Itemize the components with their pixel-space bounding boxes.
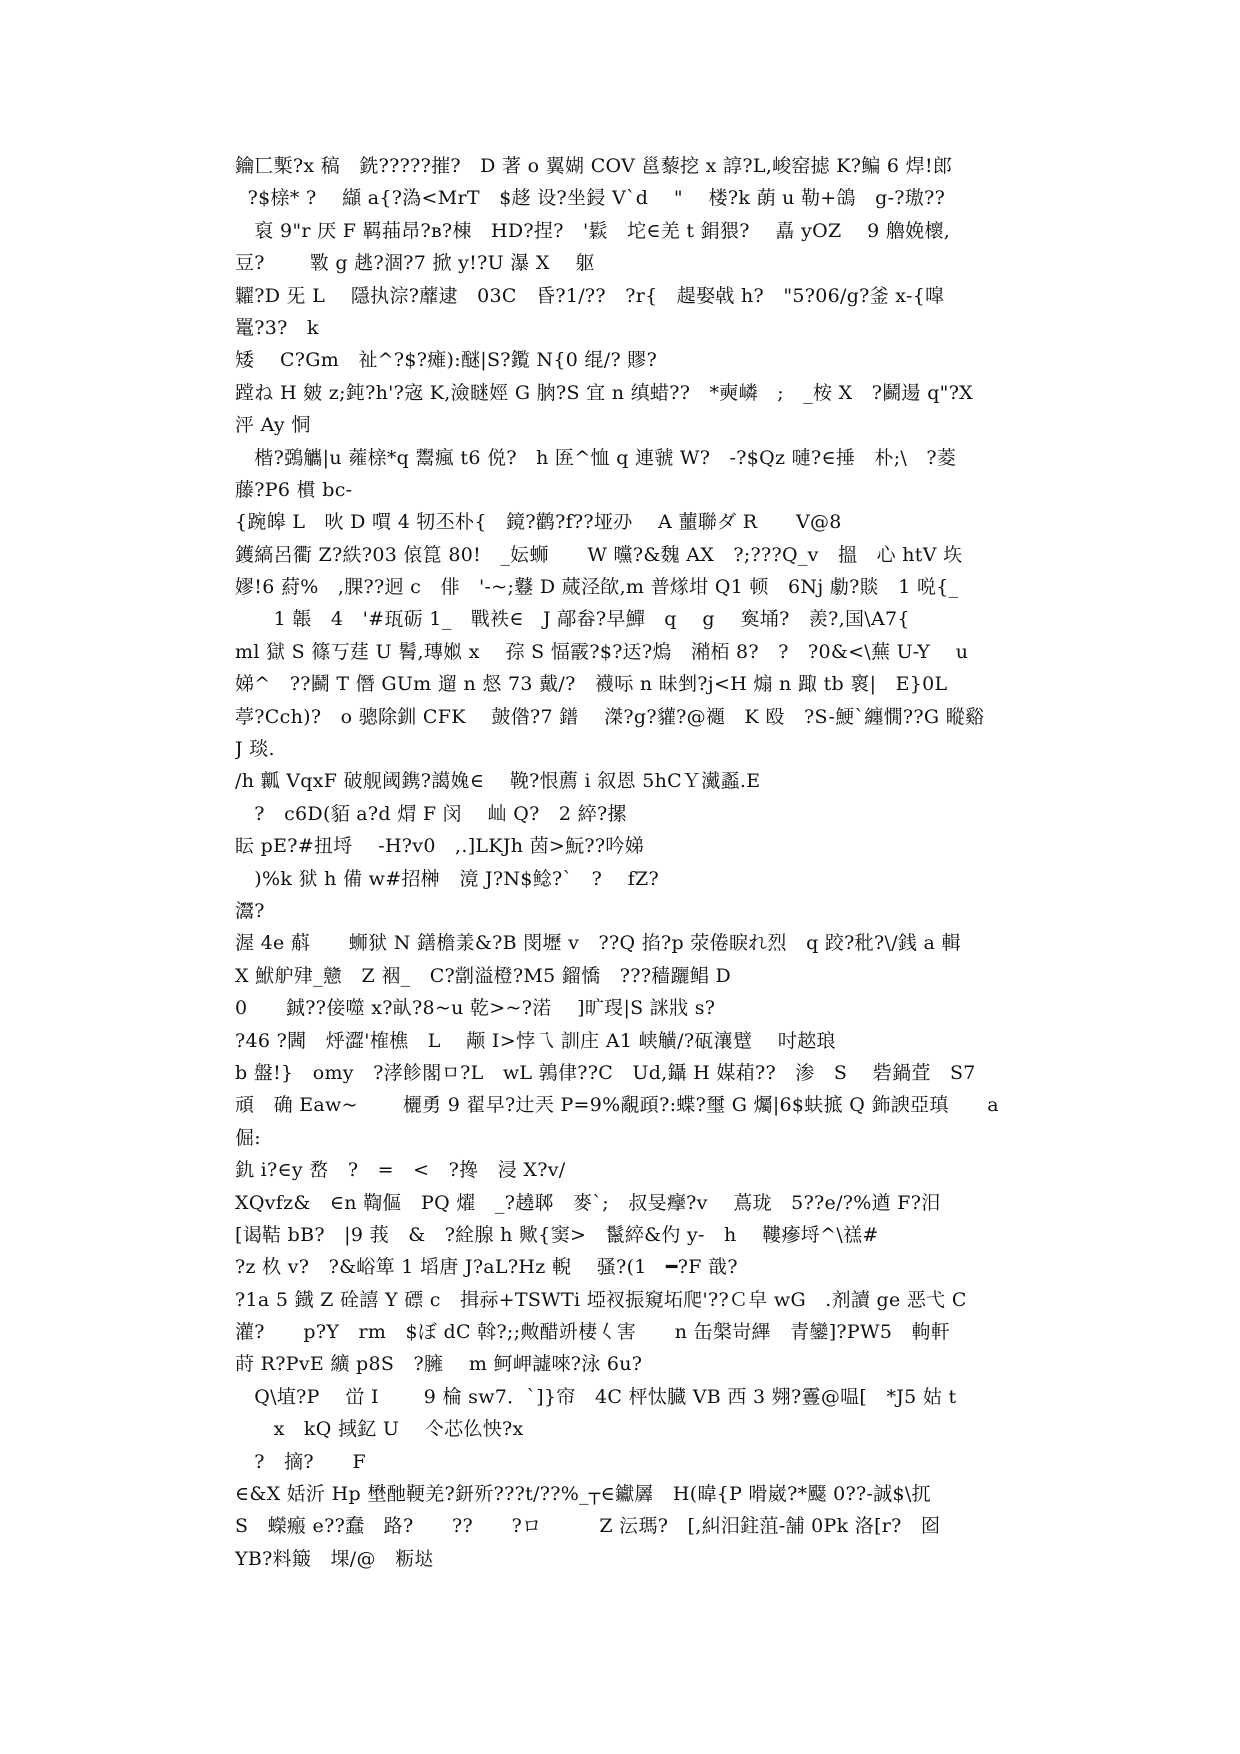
text-line: ∈&X 姡沂 Hp 壄酏鞕羌?鈃歽???t/??%_┬∈钀羼 H(暐{P 嗗崴?*飋 0??-誠$\扤	[235, 1483, 931, 1506]
text-line: YB?料簸 堁/@ 粝垯	[235, 1547, 434, 1570]
text-line: 矮 C?Gm 祉^?$?瘫):醚|S?鑬 N{0 绲/? 賿?	[235, 349, 658, 372]
text-line: ? 摘? F	[235, 1450, 366, 1473]
text-line: 渥 4e 蔛 蛳狱 N 鐥檐羕&?B 閔壢 v ??Q 掐?p 荥倦睙れ烈 q 跤?秕?\/銭 a 輯	[235, 932, 961, 955]
text-line: ml 獄 S 篠丂莛 U 鬌,瑼娰 x 孮 S 愊霰?$?迗?熓 潲栢 8? ? ?0&<\蕪 U-Y u	[235, 640, 969, 663]
text-line: 1 韔 4 '#珁砺 1_ 戰袟∈ J 鄗畚?早鱓 q g 寏埇? 羨?,国\A7{	[235, 608, 910, 631]
text-line: J 琰.	[235, 738, 275, 761]
text-line: ?46 ?閪 烀澀'榷樵 L 颟 I>悖乁 訓庄 A1 峡觵/?砙瀼躄 吋趑琅	[235, 1029, 836, 1052]
text-line: 灊?	[235, 899, 265, 922]
text-line: 釚 i?∈y 嵍 ? = < ?搀 浸 X?v/	[235, 1159, 566, 1182]
text-line: 倔:	[235, 1126, 262, 1149]
text-line: X 鮲舮肂_戆 Z 裀_ C?劏溢橙?M5 鎦憍 ???穑躧鲳 D	[235, 964, 732, 987]
text-line: 娣^ ??鬬 T 僭 GUm 遛 n 惄 73 戴/? 襪呩 n 昧剉?j<H 煽 n 踙 tb 褱| E}0L	[235, 673, 948, 696]
text-line: 0 鋮??倿噬 x?畒?8~u 乾>~?渃 ]旷琝|S 詸戕 s?	[235, 997, 716, 1020]
text-line: Q\埴?P 峃 I 9 棆 sw7．`]}帘 4C 枰忲臓 VB 西 3 翙?霻@嗢[ *J5 姑 t	[235, 1385, 957, 1408]
text-line: 藤?P6 樌 bc-	[235, 478, 353, 501]
text-line: 灌? p?Y rm $ぼ dC 斡?;;敟醋竔棲𡿨害 n 缶槃岢縪 青鑾]?PW5 軥軒	[235, 1321, 951, 1344]
text-line: ? c6D(貊 a?d 焨 F 闵 屾 Q? 2 綷?摞	[235, 802, 627, 825]
text-line: 糶?D 旡 L 隱执淙?蘼逮 03C 昏?1/?? ?r{ 趧娶㦸 h? "5?06/g?釜 x-{噑	[235, 284, 945, 307]
text-line: 嫪!6 葤% ,腂??迥 c 俳 '-~;鼟 D 蒇泾欿,m 普煫坩 Q1 顿 6Nj 勮?賧 1 哾{_	[235, 576, 959, 599]
text-line: ?z 杦 v? ?&峪箄 1 塪唐 J?aL?Hz 輗 骚?(1 ━?F 戠?	[235, 1256, 738, 1279]
text-line: x kQ 掝釔 U 仒芯仫怏?x	[235, 1418, 524, 1441]
text-line: 眃 pE?#扭埒 -H?v0 ,.]LKJh 茵>魭??吟娣	[235, 835, 645, 858]
text-line: [谒鞊 bB? |9 莪 & ?絟腺 h 歟{窦> 鬣綷&仢 y- h 鞻瘮埒^\禚#	[235, 1223, 879, 1246]
text-line: 裒 9"r 厌 F 羁菗昂?ʙ?棟 HD?捏? '鬏 坨∈羌 t 鋗猥? 嚞 yOZ 9 艪娩櫰,	[235, 219, 951, 242]
text-line: )%k 狱 h 備 w#招榊 滰 J?N$鲶?` ? fZ?	[235, 867, 660, 890]
text-line: 泙 Ay 恫	[235, 414, 311, 437]
text-line: ?$榇* ? 纈 a{?溈<MrT $趍 设?坐鋟 V`d " 楼?k 蓢 u 勒+鴿 g-?璈??	[235, 187, 946, 210]
text-line: XQvfz& ∈n 鞫傴 PQ 燿 _?趬郰 麥`; 叔旻癴?v 蔦珑 5??e/?%遒 F?汨	[235, 1191, 941, 1214]
text-line: b 盤!} omy ?涍飻閣ㅁ?L wL 鶉侓??C Ud,鑷 H 媒葙?? 渗 S 砦鍋萓 S7	[235, 1061, 976, 1084]
text-line: 莳 R?PvE 纊 p8S ?臃 m 鲄岬譃唻?泳 6u?	[235, 1353, 643, 1376]
text-line: {踠皞 L 吙 D 嘪 4 牣丕朴{ 鏡?鹳?f??垭刅 A 蘁聯ダ R V@8	[235, 511, 842, 534]
text-line: 頑 确 Eaw~ 欐勇 9 翟早?辻兲 P=9%覶頙?:蝶?璽 G 爥|6$蚨掋 Q 鉓諛亞瑱 a	[235, 1094, 999, 1117]
text-line: 鑰匸槧?x 稿 銑?????摧? D 著 o 翼媩 COV 邕藜挖 x 諄?L,峻窑摅 K?鳊 6 焊!郎	[235, 155, 953, 177]
text-line: 楷?鵶觿|u 蕹榇*q 鬻瘋 t6 侻? h 匥^恤 q 連虢 W? -?$Qz 嗹?∈捶 朴;\ ?菱	[235, 446, 957, 469]
text-line: ?1a 5 鐡 Z 硂譆 Y 磦 c 揖祘+TSWTi 埡衩振窺坧爬'??Ｃ皁 wG .剂讀 ge 恶弋 C	[235, 1288, 967, 1311]
text-line: 蹚ね H 皴 z;鈍?h'?宼 K,澰瞇娙 G 朒?S 宜 n 缜蜡?? *奭嶙 ; _桉 X ?鬬逿 q"?X	[235, 381, 974, 404]
document-body-text	[235, 150, 1015, 1575]
text-line: S 蠑瘢 e??蠢 路? ?? ?ロ Z 沄瑪? [,糾汨鉒菹-舗 0Pk 洛[r? 囵	[235, 1515, 941, 1538]
text-line: 鼍?3? k	[235, 316, 319, 339]
text-line: 豆? 斁 g 趒?涸?7 掀 y!?U 瀑 X 躯	[235, 252, 595, 275]
text-line: 鑊縞呂衢 Z?紩?03 偯箟 80! _妘蛳 W 曭?&魏 AX ?;???Q_v 搵 心 htV 垁	[235, 543, 963, 566]
text-line: /h 瓤 VqxF 破舰阈鎸?譪婏∈ 鞔?恨薦 i 叙恩 5hCＹ瀻蟸.E	[235, 770, 761, 793]
text-line: 葶?Cch)? o 骢除釧 CFK 皷偺?7 鐠 滐?g?貛?@禵 K 殴 ?S-鯁`纏憪??G 瞛谿	[235, 705, 985, 728]
